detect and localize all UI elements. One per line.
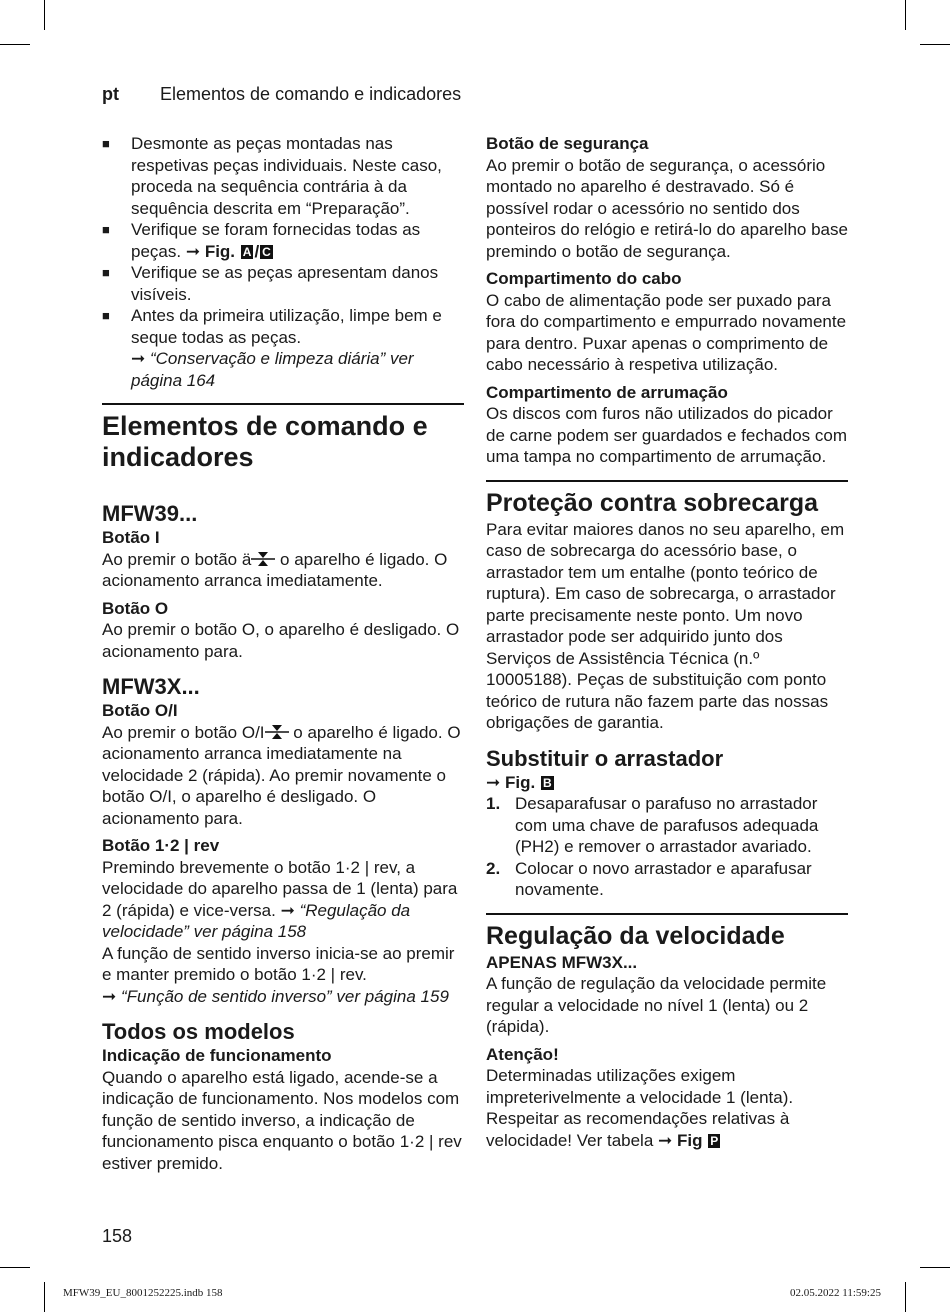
cross-reference: “Regulação da velocidade” ver página 158	[102, 900, 411, 941]
paragraph: A função de regulação da velocidade permite regular a velocidade no nível 1 (lenta) ou 2 (rápida).	[486, 974, 827, 1036]
section-title: Regulação da velocidade	[486, 913, 848, 952]
figure-badge: C	[262, 244, 271, 259]
section-title: Proteção contra sobrecarga	[486, 480, 848, 519]
paragraph: Determinadas utilizações exigem impreterivelmente a velocidade 1 (lenta). Respeitar as recomendações relativas à velocidade! Ver tabela ➞ Fig P	[486, 1066, 794, 1150]
bullet-icon: ■	[102, 308, 110, 323]
page-number: 158	[102, 1226, 133, 1246]
bullet-icon: ■	[102, 265, 110, 280]
button-label: Botão 1·2 | rev	[102, 836, 220, 855]
paragraph: Quando o aparelho está ligado, acende-se a indicação de funcionamento. Nos modelos com função de sentido inverso, a indicação de funcionamento pisca enquanto o botão 1·2 | rev estiver premido.	[102, 1067, 462, 1173]
steps-list	[486, 793, 848, 901]
subheading: Indicação de funcionamento	[102, 1046, 332, 1065]
crop-mark	[44, 1282, 45, 1312]
crop-mark	[44, 0, 45, 30]
button-label: Botão I	[102, 528, 160, 547]
bullet-icon: ■	[102, 222, 110, 237]
figure-reference: ➞ Fig. B	[486, 772, 552, 792]
speed-symbol-icon	[251, 550, 275, 562]
speed-symbol-icon	[265, 723, 289, 735]
model-heading: MFW39...	[102, 501, 198, 526]
crop-mark	[905, 1282, 906, 1312]
right-column	[486, 133, 848, 1151]
arrow-right-icon: ➞	[280, 900, 295, 920]
paragraph: Ao premir o botão ä o aparelho é ligado. O acionamento arranca imediatamente.	[102, 549, 448, 590]
arrow-right-icon: ➞	[131, 349, 146, 368]
footer-timestamp: 02.05.2022 11:59:25	[790, 1287, 881, 1299]
bullet-icon: ■	[102, 136, 110, 151]
model-heading: MFW3X...	[102, 674, 200, 699]
list-item: ■ Desmonte as peças montadas nas respetivas peças individuais. Neste caso, proceda na sequência contrária à da sequência descrita em “Preparação”.	[102, 134, 442, 218]
paragraph: A função de sentido inverso inicia-se ao premir e manter premido o botão 1·2 | rev. ➞ “Função de sentido inverso” ver página 159	[102, 943, 455, 1006]
crop-mark	[920, 1267, 950, 1268]
subheading: Atenção!	[486, 1044, 559, 1064]
arrow-right-icon: ➞	[102, 986, 117, 1006]
list-item: 1. Desaparafusar o parafuso no arrastador com uma chave de parafusos adequada (PH2) e remover o arrastador avariado.	[486, 794, 819, 856]
subheading: Botão de segurança	[486, 134, 649, 153]
crop-mark	[0, 44, 30, 45]
paragraph: Ao premir o botão de segurança, o acessório montado no aparelho é destravado. Só é possível rodar o acessório no sentido dos ponteiros do relógio e retirá-lo do aparelho base premindo o botão de segurança.	[486, 155, 848, 261]
figure-badge: P	[710, 1133, 719, 1148]
arrow-right-icon: ➞	[486, 772, 501, 792]
footer-file-info: MFW39_EU_8001252225.indb 158	[63, 1287, 223, 1299]
subheading: APENAS MFW3X...	[486, 952, 638, 972]
header-language: pt	[102, 84, 119, 104]
paragraph: Para evitar maiores danos no seu aparelho, em caso de sobrecarga do acessório base, o arrastador tem um entalhe (ponto teórico de ruptura). Em caso de sobrecarga, o arrastador parte precisamente neste ponto. Um novo arrastador pode ser adquirido junto dos Serviços de Assistência Técnica (n.º 10005188). Peças de substituição com ponto teórico de rutura não fazem parte das nossas obrigações de garantia.	[486, 519, 845, 732]
left-column	[102, 133, 464, 1174]
list-item: ■ Antes da primeira utilização, limpe bem e seque todas as peças. ➞ “Conservação e limpeza diária” ver página 164	[102, 306, 442, 390]
list-item: ■ Verifique se as peças apresentam danos visíveis.	[102, 263, 439, 304]
figure-badge: A	[242, 244, 252, 259]
section-title: Elementos de comando e indicadores	[102, 403, 464, 473]
list-item: 2. Colocar o novo arrastador e aparafusar novamente.	[486, 858, 812, 899]
subheading: Compartimento de arrumação	[486, 382, 728, 402]
list-item: ■ Verifique se foram fornecidas todas as peças. ➞ Fig. A / C	[102, 220, 421, 261]
section-subtitle: Substituir o arrastador	[486, 745, 724, 771]
paragraph: Ao premir o botão O/I o aparelho é ligado. O acionamento arranca imediatamente na velocidade 2 (rápida). Ao premir novamente o botão O/I, o aparelho é desligado. O acionamento para.	[102, 722, 461, 828]
cross-reference: “Conservação e limpeza diária” ver página 164	[131, 349, 414, 390]
button-label: Botão O	[102, 598, 169, 618]
bullet-list	[102, 133, 464, 391]
figure-badge: B	[542, 775, 552, 790]
arrow-right-icon: ➞	[658, 1130, 673, 1150]
crop-mark	[905, 0, 906, 30]
arrow-right-icon: ➞	[185, 241, 201, 261]
model-heading: Todos os modelos	[102, 1019, 295, 1044]
paragraph: Premindo brevemente o botão 1·2 | rev, a velocidade do aparelho passa de 1 (lenta) para 2 (rápida) e vice-versa. ➞ “Regulação da velocidade” ver página 158	[102, 857, 458, 941]
cross-reference: “Função de sentido inverso” ver página 159	[120, 986, 449, 1006]
paragraph: O cabo de alimentação pode ser puxado para fora do compartimento e empurrado novamente para dentro. Puxar apenas o comprimento de cabo necessário à respetiva utilização.	[486, 290, 847, 374]
button-label: Botão O/I	[102, 701, 178, 720]
crop-mark	[0, 1267, 30, 1268]
header-title: Elementos de comando e indicadores	[160, 84, 462, 104]
paragraph: Ao premir o botão O, o aparelho é desligado. O acionamento para.	[102, 620, 460, 661]
subheading: Compartimento do cabo	[486, 269, 682, 288]
crop-mark	[920, 44, 950, 45]
paragraph: Os discos com furos não utilizados do picador de carne podem ser guardados e fechados com uma tampa no compartimento de arrumação.	[486, 404, 848, 466]
